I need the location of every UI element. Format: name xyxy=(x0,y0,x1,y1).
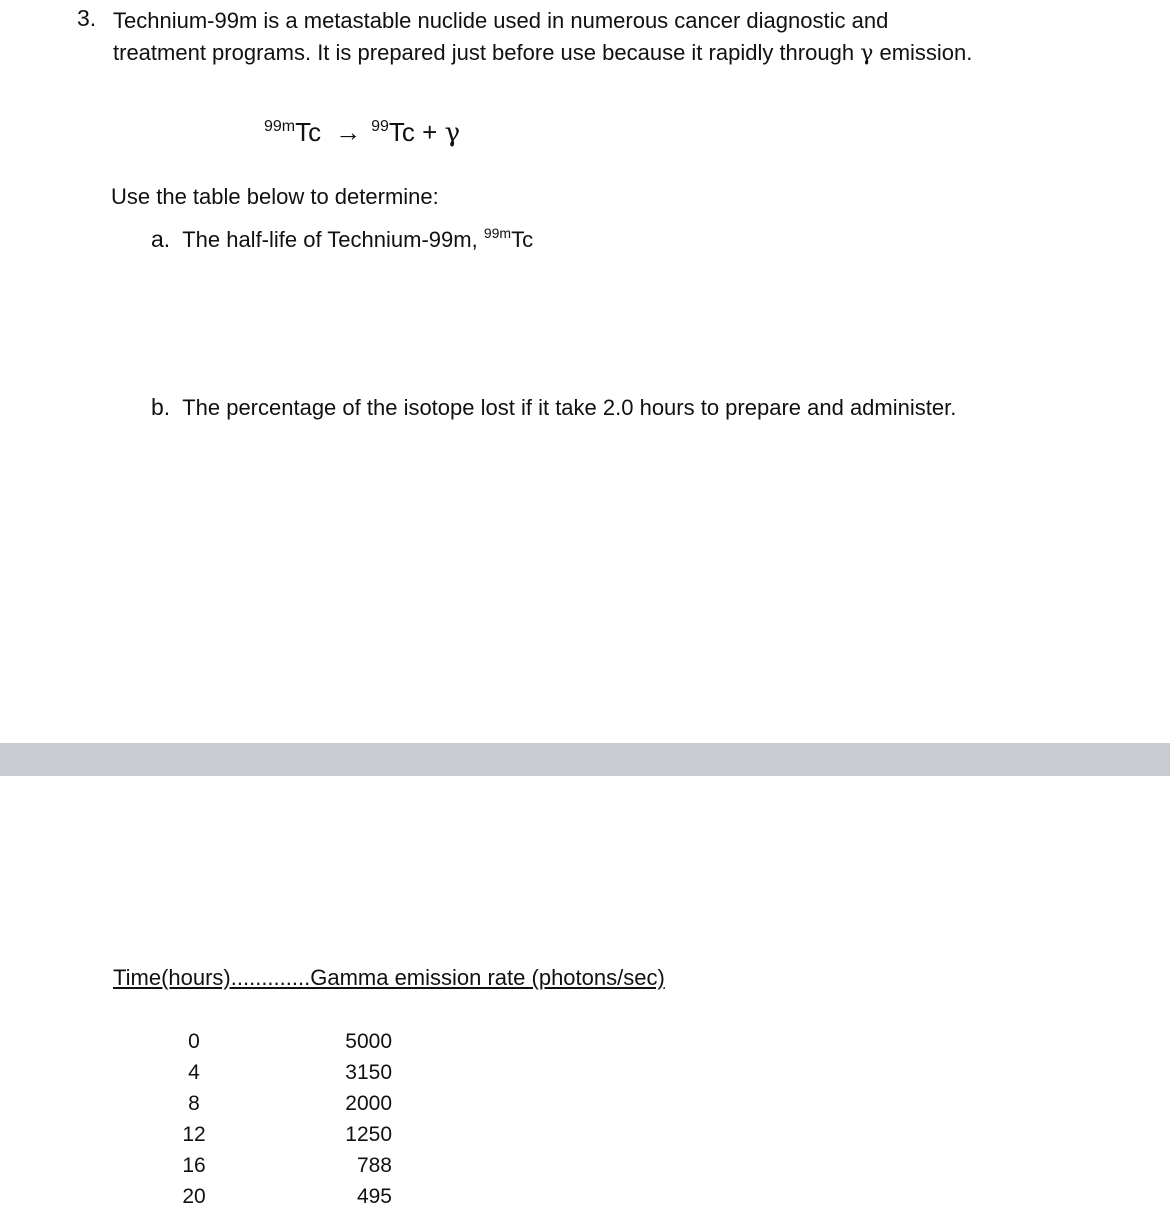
rate-column xyxy=(330,1026,392,1212)
product-symbol: Tc xyxy=(388,117,415,147)
time-cell: 20 xyxy=(182,1185,206,1208)
question-text-line-2 xyxy=(113,37,972,70)
instruction-text: Use the table below to determine: xyxy=(111,184,439,209)
rate-cell: 2000 xyxy=(345,1092,392,1115)
reaction-arrow-icon: → xyxy=(335,117,362,147)
question-text-line-1: Technium-99m is a metastable nuclide used in numerous cancer diagnostic and xyxy=(113,8,889,33)
time-cell: 16 xyxy=(182,1154,206,1177)
part-b xyxy=(151,391,956,424)
part-a-symbol: Tc xyxy=(511,227,534,252)
rate-cell: 5000 xyxy=(345,1030,392,1053)
part-a-text: The half-life of Technium-99m, xyxy=(182,227,478,252)
time-cell: 4 xyxy=(188,1061,200,1084)
rate-cell: 3150 xyxy=(345,1061,392,1084)
rate-cell: 495 xyxy=(356,1185,392,1208)
question-text-after-gamma: emission. xyxy=(879,40,973,65)
rate-cell: 788 xyxy=(356,1154,392,1177)
plus-sign: + xyxy=(422,117,438,147)
rate-cell: 1250 xyxy=(345,1123,392,1146)
time-cell: 12 xyxy=(182,1123,206,1146)
part-b-label: b. xyxy=(151,394,171,420)
gamma-ray-symbol: γ xyxy=(444,118,461,148)
page-divider xyxy=(0,743,1170,776)
part-b-text: The percentage of the isotope lost if it take 2.0 hours to prepare and administer. xyxy=(182,395,957,420)
part-a-label: a. xyxy=(151,226,171,252)
part-a-mass-number: 99m xyxy=(483,225,512,241)
product-mass-number: 99 xyxy=(371,118,389,135)
time-cell: 8 xyxy=(188,1092,200,1115)
reactant-symbol: Tc xyxy=(295,117,322,147)
part-a xyxy=(151,217,533,256)
question-text-before-gamma: treatment programs. It is prepared just before use because it rapidly through xyxy=(113,40,855,65)
decay-equation xyxy=(264,107,460,153)
gamma-symbol-inline: γ xyxy=(860,41,874,66)
reactant-mass-number: 99m xyxy=(264,118,296,135)
question-number: 3. xyxy=(77,5,97,31)
table-header: Time(hours).............Gamma emission rate (photons/sec) xyxy=(113,965,665,990)
time-column xyxy=(170,1026,218,1212)
time-cell: 0 xyxy=(188,1030,200,1053)
